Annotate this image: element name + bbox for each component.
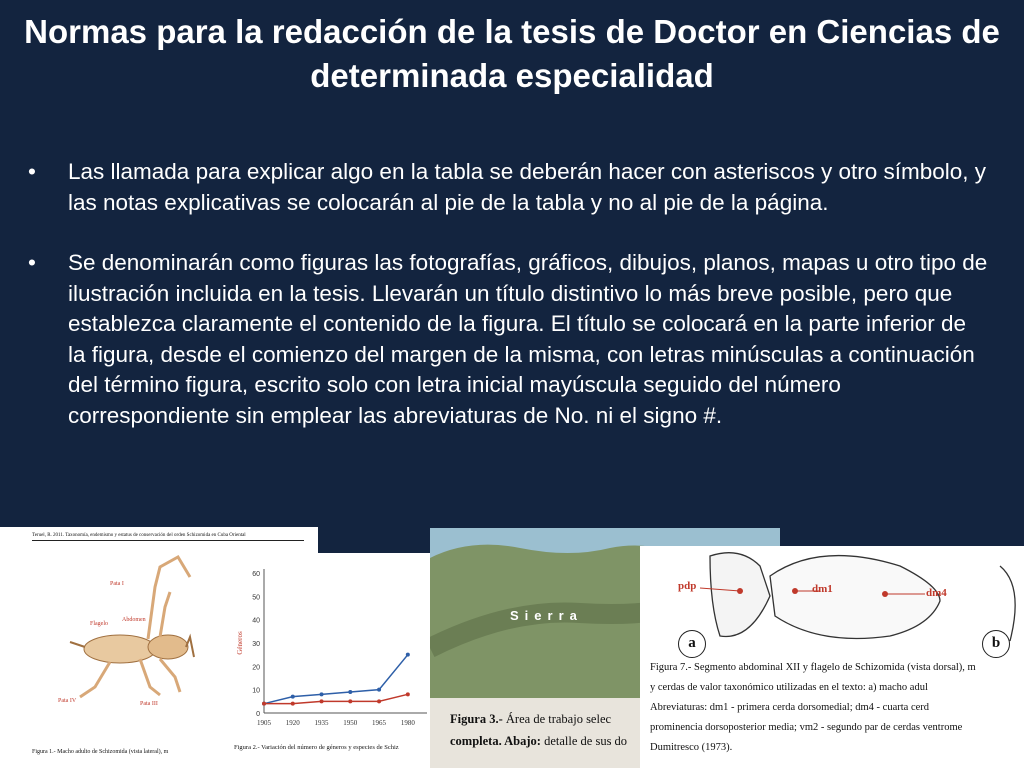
- figure-caption: Figura 1.- Macho adulto de Schizomida (vista lateral), m: [32, 749, 169, 755]
- figure-caption: [650, 658, 1022, 758]
- panel-label-a: a: [678, 630, 706, 658]
- data-point: [348, 699, 352, 703]
- caption-line: Abreviaturas: dm1 - primera cerda dorsomedial; dm4 - cuarta cerd: [650, 702, 930, 713]
- x-tick-label: 1980: [400, 719, 415, 727]
- y-axis-label: Géneros: [236, 631, 244, 655]
- label-pata-iii: Pata III: [140, 701, 158, 707]
- caption-line: Figura 7.- Segmento abdominal XII y flagelo de Schizomida (vista dorsal), m: [650, 662, 976, 673]
- bullet-text: Se denominarán como figuras las fotografías, gráficos, dibujos, planos, mapas u otro tipo de ilustración incluida en la tesis. Llevarán un título distintivo lo más breve posible, pero que establezca claramente el contenido de la figura. El título se colocará en la parte inferior de la figura, desde el comienzo del margen de la misma, con letras minúsculas a continuación del término figura, escrito solo con letra inicial mayúscula seguido del número correspondiente sin emplear las abreviaturas de No. ni el signo #.: [68, 250, 988, 428]
- y-tick-label: 0: [256, 711, 260, 718]
- map-label-sierra: Sierra: [510, 608, 583, 623]
- panel-label-b: b: [982, 630, 1010, 658]
- data-point: [320, 692, 324, 696]
- label-pdp: pdp: [678, 580, 697, 592]
- data-point: [262, 702, 266, 706]
- figure-line-chart: [232, 553, 432, 768]
- chart-svg: [232, 553, 432, 768]
- bullet-dot: •: [28, 250, 36, 275]
- label-dm1: dm1: [812, 583, 833, 595]
- leg-shape: [140, 659, 160, 695]
- data-point: [320, 699, 324, 703]
- caption-line: prominencia dorsoposterior media; vm2 - segundo par de cerdas ventrome: [650, 722, 963, 733]
- data-point: [406, 653, 410, 657]
- label-abdomen: Abdomen: [122, 617, 146, 623]
- y-tick-label: 40: [252, 617, 260, 625]
- label-pata-i: Pata I: [110, 581, 124, 587]
- cephalothorax-shape: [148, 635, 188, 659]
- data-point: [377, 688, 381, 692]
- flagellum-shape: [70, 642, 85, 647]
- data-point: [406, 692, 410, 696]
- bullet-item: [28, 248, 988, 431]
- data-point: [377, 699, 381, 703]
- partial-outline: [1000, 566, 1015, 641]
- label-dm4: dm4: [926, 587, 947, 599]
- data-point: [291, 695, 295, 699]
- bullet-dot: •: [28, 159, 36, 184]
- bullet-text: Las llamada para explicar algo en la tabla se deberán hacer con asteriscos y otro símbolo, y las notas explicativas se colocarán al pie de la tabla y no al pie de la página.: [68, 159, 987, 215]
- abdomen-shape: [84, 635, 156, 663]
- y-tick-label: 30: [252, 641, 260, 648]
- leg-shape: [160, 659, 180, 692]
- y-tick-label: 60: [252, 571, 260, 578]
- leg-shape: [80, 662, 110, 697]
- caption-line: Dumitresco (1973).: [650, 742, 733, 753]
- figure-header-text: Teruel, R. 2011. Taxonomía, endemismo y estatus de conservación del orden Schizomida en Cuba Oriental: [32, 533, 304, 541]
- data-point: [348, 690, 352, 694]
- series-line: [264, 655, 408, 704]
- bullet-list: [28, 157, 988, 461]
- segment-outline: [710, 553, 770, 637]
- flagellum-outline: [770, 556, 940, 639]
- label-pata-iv: Pata IV: [58, 698, 77, 704]
- figure-caption: Figura 2.- Variación del número de géneros y especies de Schiz: [234, 744, 399, 751]
- y-tick-label: 20: [252, 664, 260, 672]
- leg-shape: [160, 592, 170, 637]
- x-tick-label: 1935: [314, 719, 329, 727]
- x-tick-label: 1965: [372, 719, 387, 727]
- y-tick-label: 10: [252, 687, 260, 695]
- slide-title: Normas para la redacción de la tesis de Doctor en Ciencias de determinada especialidad: [24, 13, 1000, 94]
- y-tick-label: 50: [252, 594, 260, 602]
- x-tick-label: 1905: [257, 719, 271, 727]
- x-tick-label: 1920: [285, 719, 300, 727]
- label-flagelo: Flagelo: [90, 621, 108, 627]
- data-point: [291, 702, 295, 706]
- bullet-item: [28, 157, 988, 218]
- caption-line: y cerdas de valor taxonómico utilizadas en el texto: a) macho adul: [650, 682, 928, 693]
- x-tick-label: 1950: [343, 719, 358, 727]
- figure-flagellum-dorsal: [640, 546, 1024, 768]
- figure-caption: Figura 3.- Área de trabajo selec completa. Abajo: detalle de sus do: [450, 712, 628, 748]
